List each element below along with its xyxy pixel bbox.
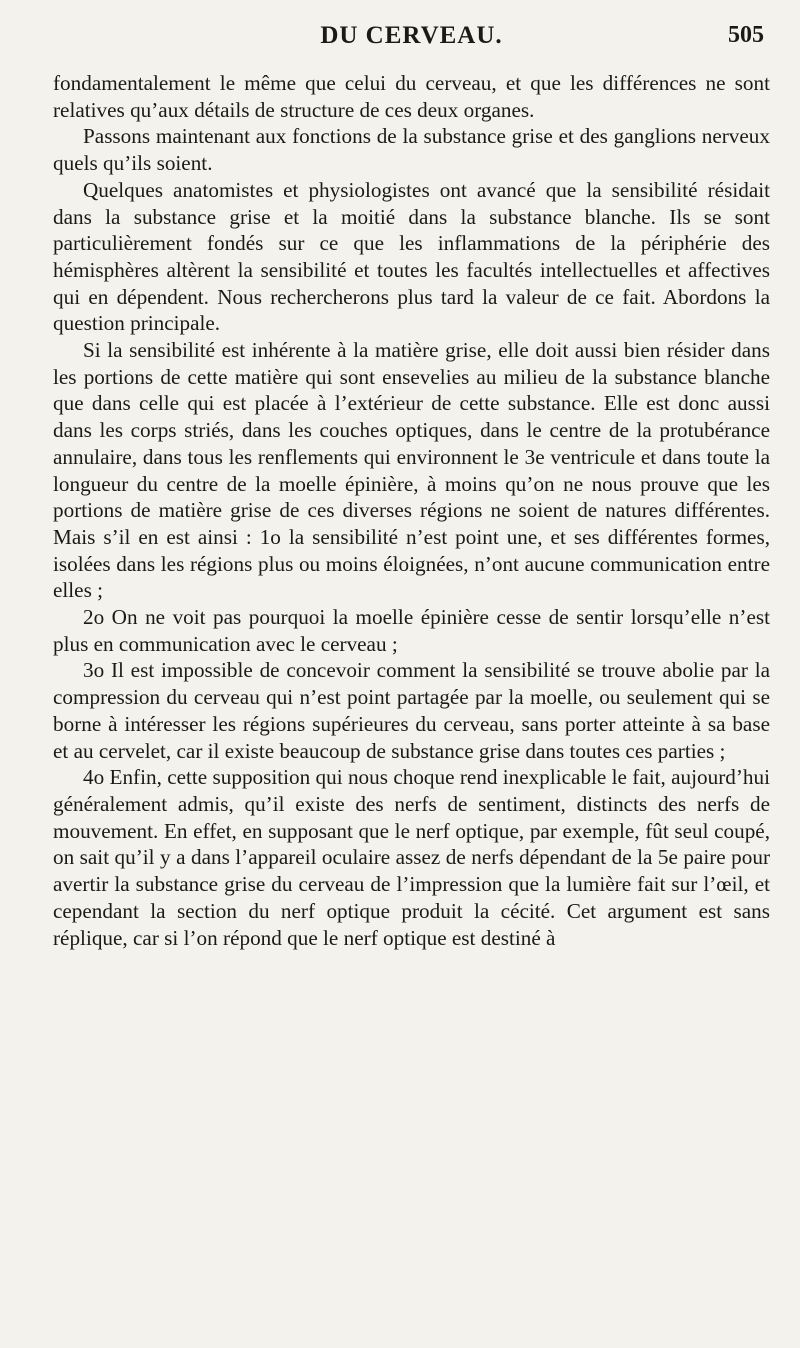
paragraph: Passons maintenant aux fonctions de la substance grise et des ganglions nerveux quels qu’ils soient.	[53, 124, 770, 176]
body-text	[53, 70, 770, 951]
paragraph: Si la sensibilité est inhérente à la matière grise, elle doit aussi bien résider dans les portions de cette matière qui sont ensevelies au milieu de la substance blanche que dans celle qui est placée à l’extérieur de cette substance. Elle est donc aussi dans les corps striés, dans les couches optiques, dans le centre de la protubérance annulaire, dans tous les renflements qui environnent le 3e ventricule et dans toute la longueur du centre de la moelle épinière, à moins qu’on ne nous prouve que les portions de matière grise de ces diverses régions ne soient de natures différentes. Mais s’il en est ainsi : 1o la sensibilité n’est point une, et ses différentes formes, isolées dans les régions plus ou moins éloignées, n’ont aucune communication entre elles ;	[53, 338, 770, 603]
page-number: 505	[728, 22, 764, 48]
paragraph: 3o Il est impossible de concevoir comment la sensibilité se trouve abolie par la compression du cerveau qui n’est point partagée par la moelle, ou seulement qui se borne à intéresser les régions supérieures du cerveau, sans porter atteinte à sa base et au cervelet, car il existe beaucoup de substance grise dans toutes ces parties ;	[53, 658, 770, 763]
page-header	[53, 0, 770, 60]
paragraph: Quelques anatomistes et physiologistes ont avancé que la sensibilité résidait dans la substance grise et la moitié dans la substance blanche. Ils se sont particulièrement fondés sur ce que les inflammations de la périphérie des hémisphères altèrent la sensibilité et toutes les facultés intellectuelles et affectives qui en dépendent. Nous rechercherons plus tard la valeur de ce fait. Abordons la question principale.	[53, 177, 770, 336]
paragraph-continuation: fondamentalement le même que celui du cerveau, et que les différences ne sont relatives qu’aux détails de structure de ces deux organes.	[53, 71, 770, 122]
running-head: DU CERVEAU.	[320, 22, 503, 49]
paragraph: 2o On ne voit pas pourquoi la moelle épinière cesse de sentir lorsqu’elle n’est plus en communication avec le cerveau ;	[53, 605, 770, 656]
paragraph: 4o Enfin, cette supposition qui nous choque rend inexplicable le fait, aujourd’hui généralement admis, qu’il existe des nerfs de sentiment, distincts des nerfs de mouvement. En effet, en supposant que le nerf optique, par exemple, fût seul coupé, on sait qu’il y a dans l’appareil oculaire assez de nerfs dépendant de la 5e paire pour avertir la substance grise du cerveau de l’impression que la lumière fait sur l’œil, et cependant la section du nerf optique produit la cécité. Cet argument est sans réplique, car si l’on répond que le nerf optique est destiné à	[53, 765, 770, 950]
